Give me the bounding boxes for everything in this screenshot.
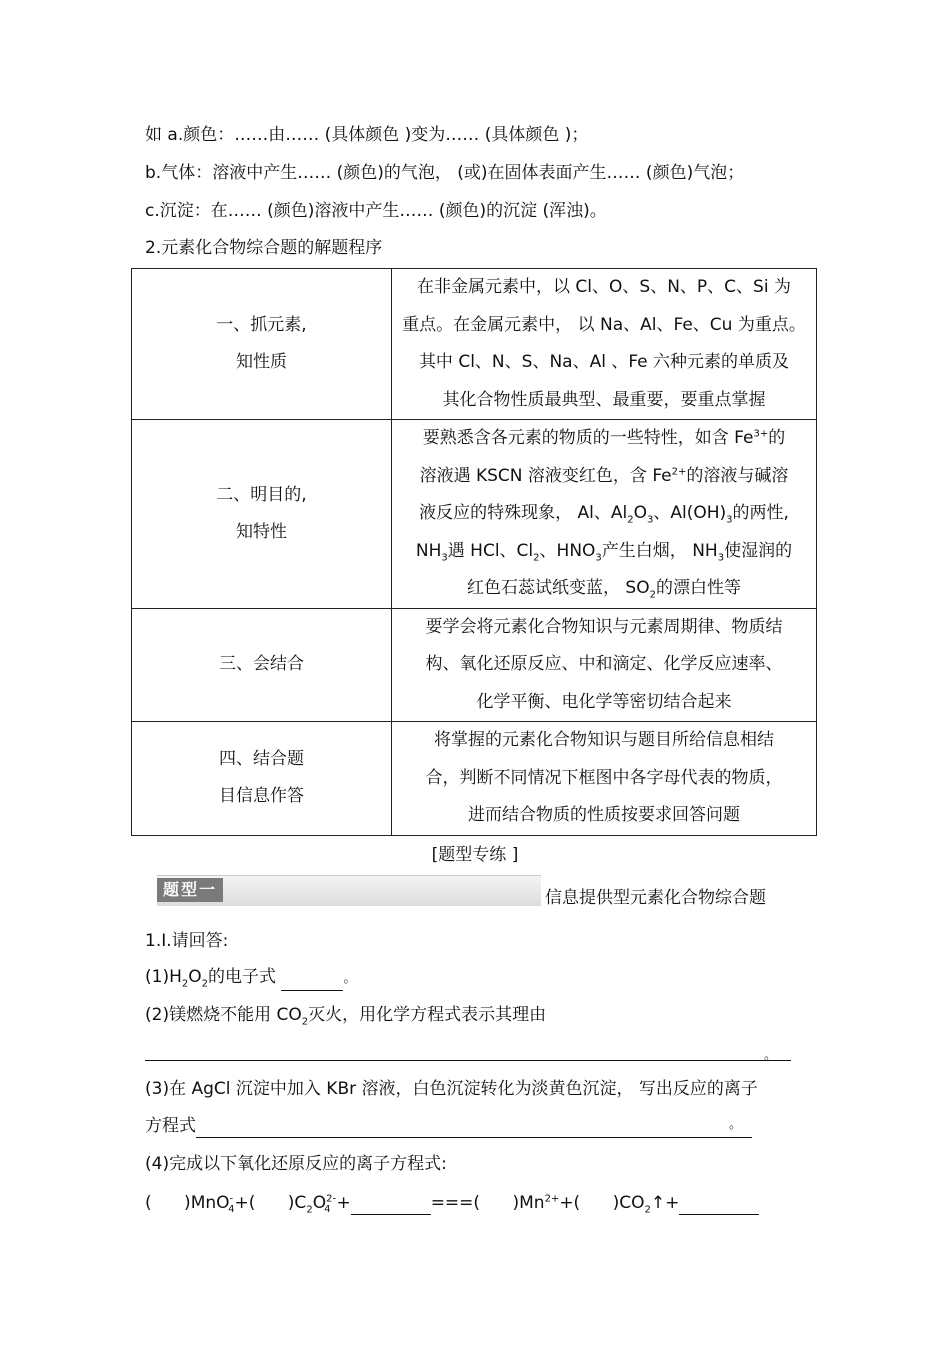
desc-line: 将掌握的元素化合物知识与题目所给信息相结 [434,730,774,750]
step-label: 三、会结合 [219,654,304,675]
table-cell-desc [392,269,817,420]
desc-line: 重点。在金属元素中， 以 Na、Al、Fe、Cu 为重点。 [402,314,806,335]
intro-line-c: c.沉淀：在…… (颜色)溶液中产生…… (颜色)的沉淀 (浑浊)。 [145,201,607,221]
step-label: 知性质 [236,352,287,372]
desc-line: 要学会将元素化合物知识与元素周期律、物质结 [425,616,783,637]
answer-blank[interactable]: 。 [196,1137,752,1138]
desc-line: 要熟悉含各元素的物质的一些特性，如含 $Fe^{3+}$的 [422,428,786,448]
answer-blank[interactable] [281,990,343,991]
question-1-2: (2)镁燃烧不能用 $CO_2$灭火，用化学方程式表示其理由 [145,1005,547,1028]
desc-line: 其中 Cl、N、S、Na、Al 、Fe 六种元素的单质及 [418,352,790,372]
question-1-1: $(1)H_2O_2$的电子式 。 [145,967,357,990]
desc-line: 进而结合物质的性质按要求回答问题 [468,805,740,825]
answer-blank[interactable]: 。 [145,1040,791,1061]
intro-line-b: b.气体：溶液中产生…… (颜色)的气泡， (或)在固体表面产生…… (颜色)气泡； [145,163,745,183]
question-1-4: (4)完成以下氧化还原反应的离子方程式: [145,1154,447,1174]
table-cell-desc [392,608,817,722]
step-label: 目信息作答 [219,786,304,807]
procedure-table [131,268,817,836]
desc-line: 其化合物性质最典型、最重要，要重点掌握 [442,389,766,410]
desc-line: 溶液遇 KSCN 溶液变红色，含 $Fe^{2+}$的溶液与碱溶 [419,465,789,486]
step-label: 二、明目的, [216,484,307,505]
table-cell-step [132,269,392,420]
practice-heading: [题型专练 ] [431,845,519,865]
redox-equation: ( )MnO-$_4$+( )$C_2O^{2-}_4$ + ===( )$Mn^{2+}+$( )$CO_2↑+$ [145,1191,759,1215]
table-cell-step [132,722,392,836]
table-cell-desc [392,722,817,836]
table-row [132,420,817,609]
desc-line: 红色石蕊试纸变蓝， $SO_2$的漂白性等 [467,578,741,601]
desc-line: 合，判断不同情况下框图中各字母代表的物质， [425,767,783,788]
banner-title: 信息提供型元素化合物综合题 [545,888,766,908]
desc-line: 构、氧化还原反应、中和滴定、化学反应速率、 [425,654,783,674]
step-label: 一、抓元素, [216,315,307,335]
desc-line: $NH_3$遇 HCl、$Cl_2$、$HNO_3$产生白烟， $NH_3$使湿润的 [415,540,793,563]
table-row [132,269,817,420]
table-cell-desc [392,420,817,609]
question-1-3-line2: 方程式 。 [145,1114,752,1138]
section-title: 2.元素化合物综合题的解题程序 [145,238,383,258]
table-cell-step [132,420,392,609]
question-1-title: 1.Ⅰ.请回答: [145,931,229,951]
answer-blank[interactable] [351,1214,431,1215]
table-row [132,608,817,722]
step-label: 知特性 [236,521,287,542]
desc-line: 化学平衡、电化学等密切结合起来 [476,691,732,712]
answer-blank[interactable] [679,1214,759,1215]
desc-line: 液反应的特殊现象， Al、$Al_2O_3$、$Al(OH)_3$的两性, [419,503,789,526]
table-cell-step [132,608,392,722]
table-row [132,722,817,836]
desc-line: 在非金属元素中，以 Cl、O、S、N、P、C、Si 为 [417,277,791,297]
question-1-3-line1: (3)在 AgCl 沉淀中加入 KBr 溶液，白色沉淀转化为淡黄色沉淀， 写出反应的离子 [145,1079,758,1099]
step-label: 四、结合题 [219,749,304,770]
banner-tag: 题型一 [157,878,223,902]
section-banner [157,875,541,906]
intro-line-a: 如 a.颜色：……由…… (具体颜色 )变为…… (具体颜色 )； [145,125,589,145]
